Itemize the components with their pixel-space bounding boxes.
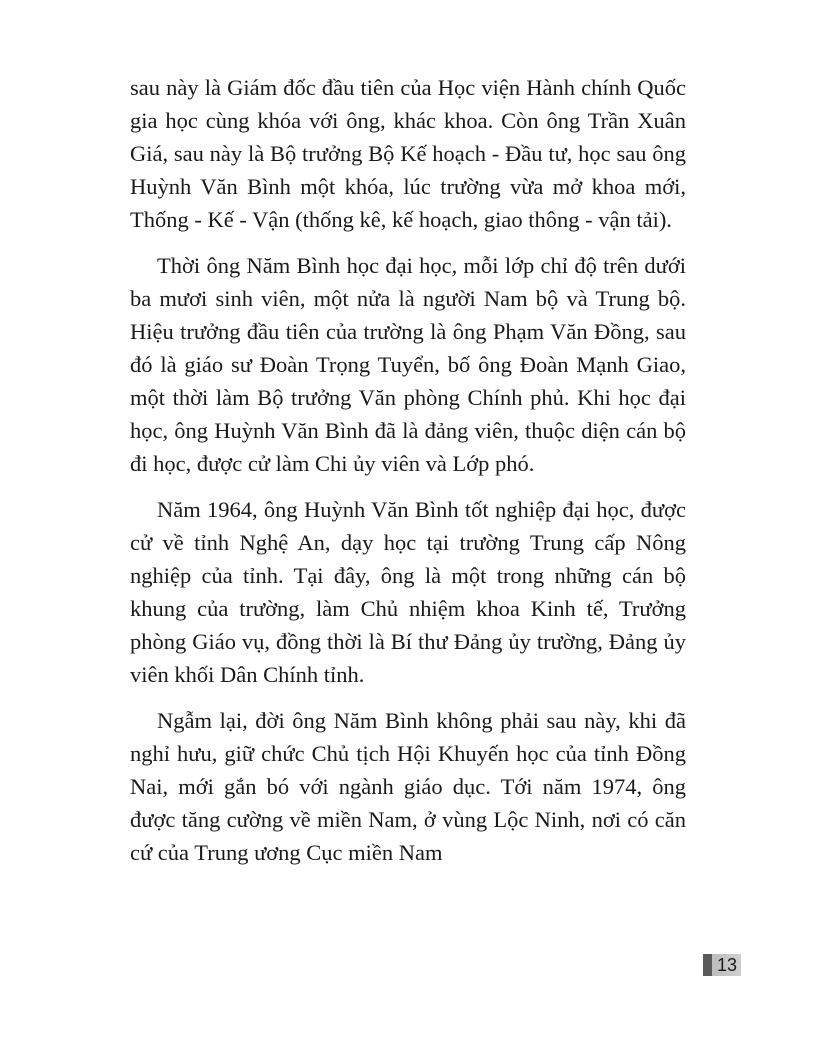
paragraph: Thời ông Năm Bình học đại học, mỗi lớp chỉ độ trên dưới ba mươi sinh viên, một nửa là người Nam bộ và Trung bộ. Hiệu trưởng đầu tiên của trường là ông Phạm Văn Đồng, sau đó là giáo sư Đoàn Trọng Tuyển, bố ông Đoàn Mạnh Giao, một thời làm Bộ trưởng Văn phòng Chính phủ. Khi học đại học, ông Huỳnh Văn Bình đã là đảng viên, thuộc diện cán bộ đi học, được cử làm Chi ủy viên và Lớp phó. (130, 253, 686, 476)
paragraph: Năm 1964, ông Huỳnh Văn Bình tốt nghiệp đại học, được cử về tỉnh Nghệ An, dạy học tại trường Trung cấp Nông nghiệp của tỉnh. Tại đây, ông là một trong những cán bộ khung của trường, làm Chủ nhiệm khoa Kinh tế, Trưởng phòng Giáo vụ, đồng thời là Bí thư Đảng ủy trường, Đảng ủy viên khối Dân Chính tỉnh. (130, 497, 686, 687)
body-text (130, 71, 686, 882)
page-number: 13 (703, 954, 741, 976)
paragraph: sau này là Giám đốc đầu tiên của Học viện Hành chính Quốc gia học cùng khóa với ông, khác khoa. Còn ông Trần Xuân Giá, sau này là Bộ trưởng Bộ Kế hoạch - Đầu tư, học sau ông Huỳnh Văn Bình một khóa, lúc trường vừa mở khoa mới, Thống - Kế - Vận (thống kê, kế hoạch, giao thông - vận tải). (130, 75, 686, 232)
paragraph: Ngẫm lại, đời ông Năm Bình không phải sau này, khi đã nghỉ hưu, giữ chức Chủ tịch Hội Khuyến học của tỉnh Đồng Nai, mới gắn bó với ngành giáo dục. Tới năm 1974, ông được tăng cường về miền Nam, ở vùng Lộc Ninh, nơi có căn cứ của Trung ương Cục miền Nam (130, 708, 686, 865)
